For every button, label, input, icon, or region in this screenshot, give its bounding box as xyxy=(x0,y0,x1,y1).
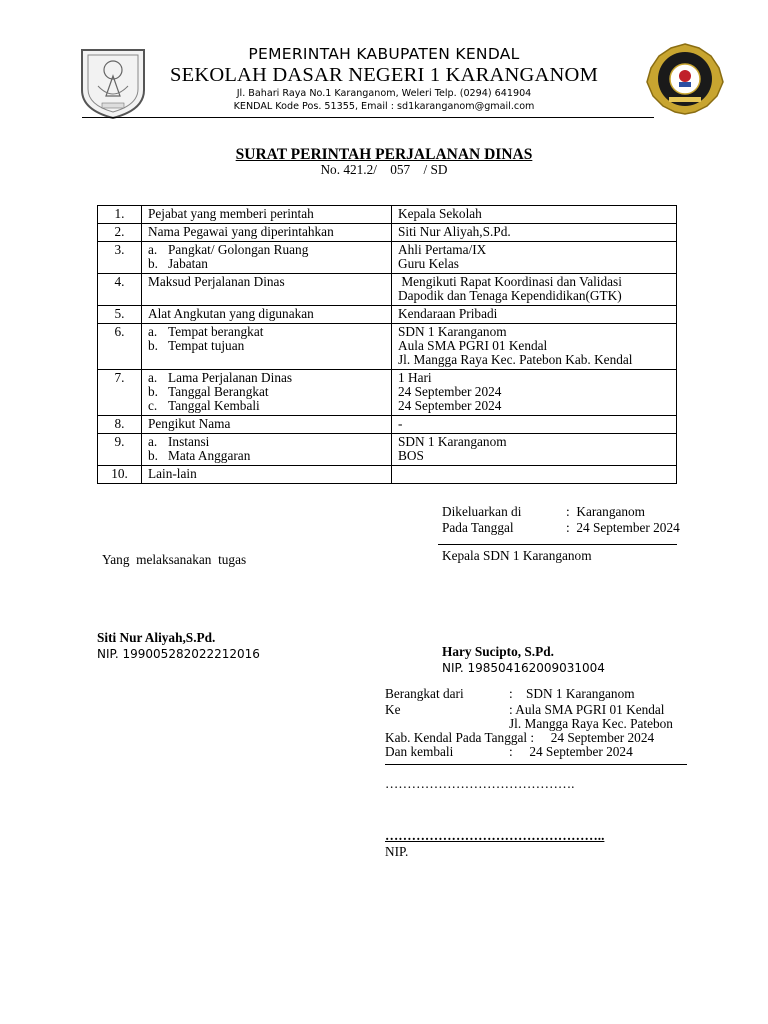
row-label xyxy=(142,206,392,224)
label-marker: b. xyxy=(148,384,158,399)
label-text: Pengikut Nama xyxy=(148,416,231,431)
label-text: Tanggal Berangkat xyxy=(168,384,269,399)
issued-place-value: : Karanganom xyxy=(566,504,646,519)
signature-nip: NIP. xyxy=(385,844,409,859)
value-text: Jl. Mangga Raya Kec. Patebon Kab. Kendal xyxy=(398,352,633,367)
header-divider xyxy=(82,117,654,118)
label-text: Tempat tujuan xyxy=(168,338,245,353)
row-value xyxy=(392,306,677,324)
executor-nip: NIP. 199005282022212016 xyxy=(97,647,260,661)
date-line: Kab. Kendal Pada Tanggal : 24 September 2024 xyxy=(385,730,655,745)
value-text: Siti Nur Aliyah,S.Pd. xyxy=(398,224,511,239)
travel-divider xyxy=(385,764,687,765)
school-contact: KENDAL Kode Pos. 51355, Email : sd1karanganom@gmail.com xyxy=(233,101,535,112)
label-text: Maksud Perjalanan Dinas xyxy=(148,274,285,289)
row-number: 1. xyxy=(98,206,142,224)
value-text: Dapodik dan Tenaga Kependidikan(GTK) xyxy=(398,288,622,303)
value-text: 24 September 2024 xyxy=(398,384,502,399)
label-text: Pejabat yang memberi perintah xyxy=(148,206,314,221)
value-text: BOS xyxy=(398,448,424,463)
label-text: Jabatan xyxy=(168,256,208,271)
school-name: SEKOLAH DASAR NEGERI 1 KARANGANOM xyxy=(170,64,598,86)
table-row xyxy=(98,466,677,484)
signature-dots: ……………………………………. xyxy=(385,776,575,791)
row-number: 9. xyxy=(98,434,142,466)
label-text: Alat Angkutan yang digunakan xyxy=(148,306,314,321)
row-label xyxy=(142,274,392,306)
table-row xyxy=(98,224,677,242)
table-row xyxy=(98,306,677,324)
destination-label: Ke xyxy=(385,702,401,717)
row-number: 5. xyxy=(98,306,142,324)
row-number: 7. xyxy=(98,370,142,416)
return-label: Dan kembali xyxy=(385,744,454,759)
row-number: 2. xyxy=(98,224,142,242)
row-value xyxy=(392,416,677,434)
destination-value-line2: Jl. Mangga Raya Kec. Patebon xyxy=(509,716,673,731)
table-row xyxy=(98,324,677,370)
row-value xyxy=(392,370,677,416)
table-row xyxy=(98,416,677,434)
row-label xyxy=(142,434,392,466)
value-text: Guru Kelas xyxy=(398,256,459,271)
issued-divider xyxy=(438,544,677,545)
label-marker: a. xyxy=(148,370,158,385)
row-number: 10. xyxy=(98,466,142,484)
row-label xyxy=(142,306,392,324)
row-label xyxy=(142,224,392,242)
row-number: 3. xyxy=(98,242,142,274)
value-text: - xyxy=(398,416,403,431)
travel-order-table xyxy=(97,205,677,484)
row-value xyxy=(392,324,677,370)
table-row xyxy=(98,434,677,466)
return-value: : 24 September 2024 xyxy=(509,744,633,759)
issued-place-label: Dikeluarkan di xyxy=(442,504,522,519)
row-label xyxy=(142,370,392,416)
value-text: Mengikuti Rapat Koordinasi dan Validasi xyxy=(398,274,622,289)
executor-name: Siti Nur Aliyah,S.Pd. xyxy=(97,630,216,645)
row-label xyxy=(142,324,392,370)
head-name: Hary Sucipto, S.Pd. xyxy=(442,644,554,659)
label-marker: c. xyxy=(148,398,158,413)
label-text: Pangkat/ Golongan Ruang xyxy=(168,242,309,257)
depart-label: Berangkat dari xyxy=(385,686,464,701)
row-value xyxy=(392,206,677,224)
label-text: Lain-lain xyxy=(148,466,197,481)
row-value xyxy=(392,466,677,484)
value-text: SDN 1 Karanganom xyxy=(398,324,507,339)
row-label xyxy=(142,242,392,274)
label-marker: a. xyxy=(148,324,158,339)
row-value xyxy=(392,434,677,466)
destination-value: : Aula SMA PGRI 01 Kendal xyxy=(509,702,665,717)
label-marker: b. xyxy=(148,448,158,463)
issued-date-value: : 24 September 2024 xyxy=(566,520,680,535)
row-label xyxy=(142,416,392,434)
row-value xyxy=(392,224,677,242)
label-text: Tempat berangkat xyxy=(168,324,264,339)
value-text: SDN 1 Karanganom xyxy=(398,434,507,449)
table-row xyxy=(98,206,677,224)
value-text: 24 September 2024 xyxy=(398,398,502,413)
table-row xyxy=(98,242,677,274)
value-text: Aula SMA PGRI 01 Kendal xyxy=(398,338,548,353)
school-address: Jl. Bahari Raya No.1 Karanganom, Weleri Telp. (0294) 641904 xyxy=(236,88,532,99)
depart-value: : SDN 1 Karanganom xyxy=(509,686,635,701)
row-value xyxy=(392,274,677,306)
document-title: SURAT PERINTAH PERJALANAN DINAS xyxy=(235,146,533,163)
document-number: No. 421.2/ 057 / SD xyxy=(320,162,448,177)
row-number: 6. xyxy=(98,324,142,370)
label-text: Mata Anggaran xyxy=(168,448,251,463)
value-text: Kendaraan Pribadi xyxy=(398,306,498,321)
head-nip: NIP. 198504162009031004 xyxy=(442,661,605,675)
label-text: Nama Pegawai yang diperintahkan xyxy=(148,224,334,239)
government-heading: PEMERINTAH KABUPATEN KENDAL xyxy=(248,45,520,63)
value-text: Kepala Sekolah xyxy=(398,206,482,221)
signature-dots-name: ………………………………………….. xyxy=(385,828,605,843)
row-label xyxy=(142,466,392,484)
label-text: Lama Perjalanan Dinas xyxy=(168,370,293,385)
value-text xyxy=(398,467,670,481)
row-value xyxy=(392,242,677,274)
value-text: Ahli Pertama/IX xyxy=(398,242,487,257)
table-row xyxy=(98,274,677,306)
label-marker: b. xyxy=(148,256,158,271)
executor-caption: Yang melaksanakan tugas xyxy=(102,552,247,567)
label-text: Instansi xyxy=(168,434,210,449)
label-marker: a. xyxy=(148,434,158,449)
issued-date-label: Pada Tanggal xyxy=(442,520,514,535)
value-text: 1 Hari xyxy=(398,370,432,385)
label-text: Tanggal Kembali xyxy=(168,398,260,413)
label-marker: b. xyxy=(148,338,158,353)
head-title: Kepala SDN 1 Karanganom xyxy=(442,548,592,563)
row-number: 4. xyxy=(98,274,142,306)
row-number: 8. xyxy=(98,416,142,434)
label-marker: a. xyxy=(148,242,158,257)
table-row xyxy=(98,370,677,416)
